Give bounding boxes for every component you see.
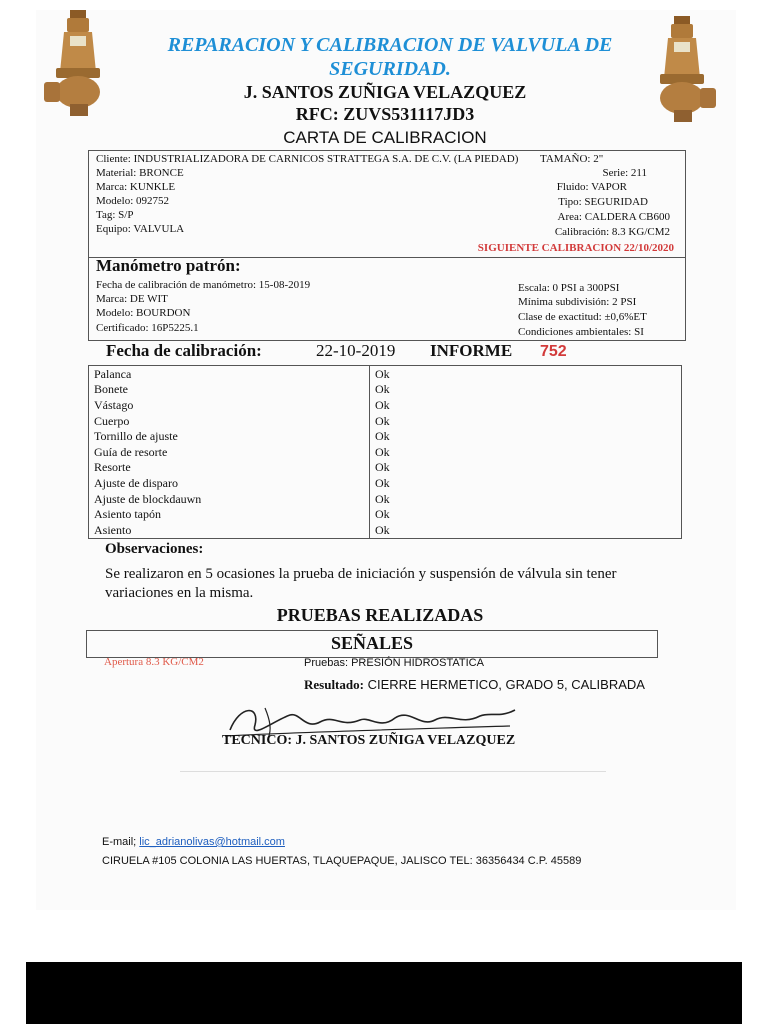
safety-valve-image-left <box>40 8 116 118</box>
test-result-label: Resultado: <box>304 677 364 692</box>
manometer-brand: Marca: DE WIT <box>96 293 168 305</box>
owner-name: J. SANTOS ZUÑIGA VELAZQUEZ <box>243 82 527 102</box>
manometer-min-subdivision: Mínima subdivisión: 2 PSI <box>518 296 637 308</box>
manometer-scale: Escala: 0 PSI a 300PSI <box>518 282 620 294</box>
email-link[interactable]: lic_adrianolivas@hotmail.com <box>139 836 285 848</box>
client-equipment: Equipo: VALVULA <box>96 223 185 235</box>
opening-pressure: Apertura 8.3 KG/CM2 <box>104 656 204 668</box>
checklist-status: Ok <box>375 397 390 412</box>
test-result-value: CIERRE HERMETICO, GRADO 5, CALIBRADA <box>367 677 645 692</box>
valve-area: Area: CALDERA CB600 <box>557 211 670 223</box>
checklist-status: Ok <box>375 507 390 522</box>
client-tag: Tag: S/P <box>96 209 134 221</box>
manometer-calibration-date: Fecha de calibración de manómetro: 15-08-2019 <box>96 279 311 291</box>
manometer-accuracy-class: Clase de exactitud: ±0,6%ET <box>518 311 647 323</box>
document-title-line-2: SEGURIDAD. <box>329 58 451 80</box>
checklist-status: Ok <box>375 366 390 381</box>
valve-type: Tipo: SEGURIDAD <box>558 196 648 208</box>
test-result <box>304 677 645 693</box>
checklist-row <box>89 491 682 507</box>
signals-box: SEÑALES <box>86 630 658 658</box>
checklist-item: Asiento tapón <box>89 507 370 523</box>
informe-label: INFORME <box>430 341 513 360</box>
calibration-pressure: Calibración: 8.3 KG/CM2 <box>554 226 670 238</box>
checklist-item: Cuerpo <box>89 413 370 429</box>
manometer-ambient-conditions: Condiciones ambientales: SI <box>518 326 644 338</box>
checklist-item: Asiento <box>89 522 370 538</box>
client-brand: Marca: KUNKLE <box>96 181 176 193</box>
checklist-item: Guía de resorte <box>89 444 370 460</box>
document-title-line-1: REPARACION Y CALIBRACION DE VALVULA DE <box>167 34 613 56</box>
footer-address: CIRUELA #105 COLONIA LAS HUERTAS, TLAQUEPAQUE, JALISCO TEL: 36356434 C.P. 45589 <box>102 855 582 867</box>
rfc: RFC: ZUVS531117JD3 <box>295 104 475 124</box>
checklist-status: Ok <box>375 444 390 459</box>
checklist-row <box>89 382 682 398</box>
email-label: E-mail; <box>102 836 137 848</box>
checklist-item: Resorte <box>89 460 370 476</box>
valve-size: TAMAÑO: 2" <box>540 153 604 165</box>
client-material: Material: BRONCE <box>96 167 184 179</box>
checklist-item: Bonete <box>89 382 370 398</box>
checklist-item: Palanca <box>89 366 370 382</box>
checklist-item: Tornillo de ajuste <box>89 429 370 445</box>
checklist-row <box>89 413 682 429</box>
client-model: Modelo: 092752 <box>96 195 170 207</box>
checklist-status: Ok <box>375 413 390 428</box>
footer-email-line <box>102 836 285 848</box>
checklist-row <box>89 429 682 445</box>
checklist-row <box>89 366 682 382</box>
checklist-status: Ok <box>375 522 390 537</box>
inspection-checklist <box>88 365 682 539</box>
safety-valve-image-right <box>644 14 720 124</box>
checklist-status: Ok <box>375 491 390 506</box>
checklist-row <box>89 507 682 523</box>
manometer-model: Modelo: BOURDON <box>96 307 191 319</box>
observations-text: Se realizaron en 5 ocasiones la prueba de iniciación y suspensión de válvula sin tener variaciones en la misma. <box>105 566 617 601</box>
calibration-date-label: Fecha de calibración: <box>106 341 262 360</box>
scan-black-border <box>26 962 742 1024</box>
checklist-item: Ajuste de blockdauwn <box>89 491 370 507</box>
tests-title: PRUEBAS REALIZADAS <box>276 605 484 625</box>
checklist-row <box>89 475 682 491</box>
checklist-status: Ok <box>375 382 390 397</box>
checklist-status: Ok <box>375 429 390 444</box>
checklist-item: Vástago <box>89 397 370 413</box>
checklist-item: Ajuste de disparo <box>89 475 370 491</box>
document-type: CARTA DE CALIBRACION <box>283 128 487 147</box>
technician-name: TECNICO: J. SANTOS ZUÑIGA VELAZQUEZ <box>222 733 516 748</box>
observations-title: Observaciones: <box>105 541 204 557</box>
manometer-certificate: Certificado: 16P5225.1 <box>96 322 199 334</box>
valve-series: Serie: 211 <box>602 167 647 179</box>
informe-number: 752 <box>540 343 567 360</box>
calibration-date: 22-10-2019 <box>316 341 396 360</box>
valve-fluid: Fluido: VAPOR <box>556 181 627 193</box>
manometer-title: Manómetro patrón: <box>96 256 241 275</box>
test-type-value: PRESIÓN HIDROSTATICA <box>351 657 484 669</box>
checklist-row <box>89 397 682 413</box>
test-type <box>304 657 484 669</box>
client-name: Cliente: INDUSTRIALIZADORA DE CARNICOS STRATTEGA S.A. DE C.V. (LA PIEDAD) <box>96 153 519 165</box>
checklist-row <box>89 522 682 538</box>
next-calibration: SIGUIENTE CALIBRACION 22/10/2020 <box>477 242 674 254</box>
checklist-row <box>89 460 682 476</box>
checklist-status: Ok <box>375 476 390 491</box>
checklist-status: Ok <box>375 460 390 475</box>
test-type-label: Pruebas: <box>304 657 349 669</box>
checklist-row <box>89 444 682 460</box>
